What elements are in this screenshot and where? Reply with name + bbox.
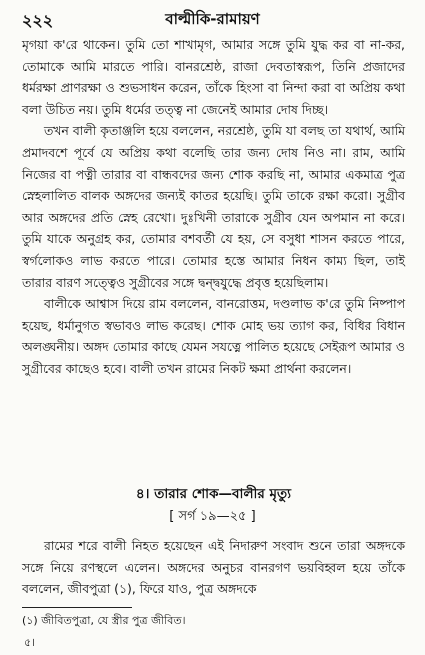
- body-text: [22, 34, 405, 380]
- sarga-reference: [ সর্গ ১৯—২৫ ]: [169, 509, 256, 524]
- section-title: ৪। তারার শোক—বালীর মৃত্যু: [135, 486, 292, 502]
- paragraph: রামের শরে বালী নিহত হয়েছেন এই নিদারুণ সংবাদ শুনে তারা অঙ্গদকে সঙ্গে নিয়ে রণস্থলে এলেন। অঙ্গদের অনুচর বানরগণ ভয়বিহ্বল হয়ে তাঁকে বললেন, জীবপুত্রা (১), ফিরে যাও, পুত্র অঙ্গদকে: [22, 538, 405, 597]
- page-number: ২২২: [22, 11, 54, 30]
- running-title: বাল্মীকি-রামায়ণ: [165, 10, 260, 28]
- signature-mark: ৫।: [24, 636, 36, 649]
- footnote: (১) জীবিতপুত্রা, যে স্ত্রীর পুত্র জীবিত।: [22, 614, 186, 627]
- footnote-divider: [22, 607, 132, 608]
- page-header: [22, 8, 403, 30]
- section-body-text: [22, 535, 405, 600]
- paragraph: মৃগয়া ক'রে থাকেন। তুমি তো শাখামৃগ, আমার সঙ্গে তুমি যুদ্ধ কর বা না-কর, তোমাকে আমি মারতে পারি। বানরশ্রেষ্ঠ, রাজা দেবতাস্বরূপ, তিনি প্রজাদের ধর্মরক্ষা প্রাণরক্ষা ও শুভসাধন করেন, তাঁকে হিংসা বা নিন্দা করা বা অপ্রিয় কথা বলা উচিত নয়। তুমি ধর্মের তত্ত্ব না জেনেই আমার দোষ দিচ্ছ।: [22, 37, 405, 117]
- paragraph: তখন বালী কৃতাঞ্জলি হয়ে বললেন, নরশ্রেষ্ঠ, তুমি যা বলছ তা যথার্থ, আমি প্রমাদবশে পূর্বে যে অপ্রিয় কথা বলেছি তার জন্য দোষ নিও না। রাম, আমি নিজের বা পত্নী তারার বা বান্ধবদের জন্য শোক করছি না, আমার একমাত্র পুত্র স্নেহলালিত বালক অঙ্গদের জন্যই কাতর হয়েছি। তুমি তাকে রক্ষা করো। সুগ্রীব আর অঙ্গদের প্রতি স্নেহ রেখো। দুঃখিনী তারাকে সুগ্রীব যেন অপমান না করে। তুমি যাকে অনুগ্রহ কর, তোমার বশবর্তী যে হয়, সে বসুধা শাসন করতে পারে, স্বর্গলোকও লাভ করতে পারে। তোমার হস্তে আমার নিধন কাম্য ছিল, তাই তারার বারণ সত্ত্বেও সুগ্রীবের সঙ্গে দ্বন্দ্বযুদ্ধে প্রবৃত্ত হয়েছিলাম।: [22, 123, 405, 290]
- paragraph: বালীকে আশ্বাস দিয়ে রাম বললেন, বানরোত্তম, দণ্ডলাভ ক'রে তুমি নিষ্পাপ হয়েছ, ধর্মানুগত স্বভাবও লাভ করেছ। শোক মোহ ভয় ত্যাগ কর, বিধির বিধান অলঙ্ঘনীয়। অঙ্গদ তোমার কাছে যেমন সযত্নে পালিত হয়েছে সেইরূপ আমার ও সুগ্রীবের কাছেও হবে। বালী তখন রামের নিকট ক্ষমা প্রার্থনা করলেন।: [22, 296, 405, 376]
